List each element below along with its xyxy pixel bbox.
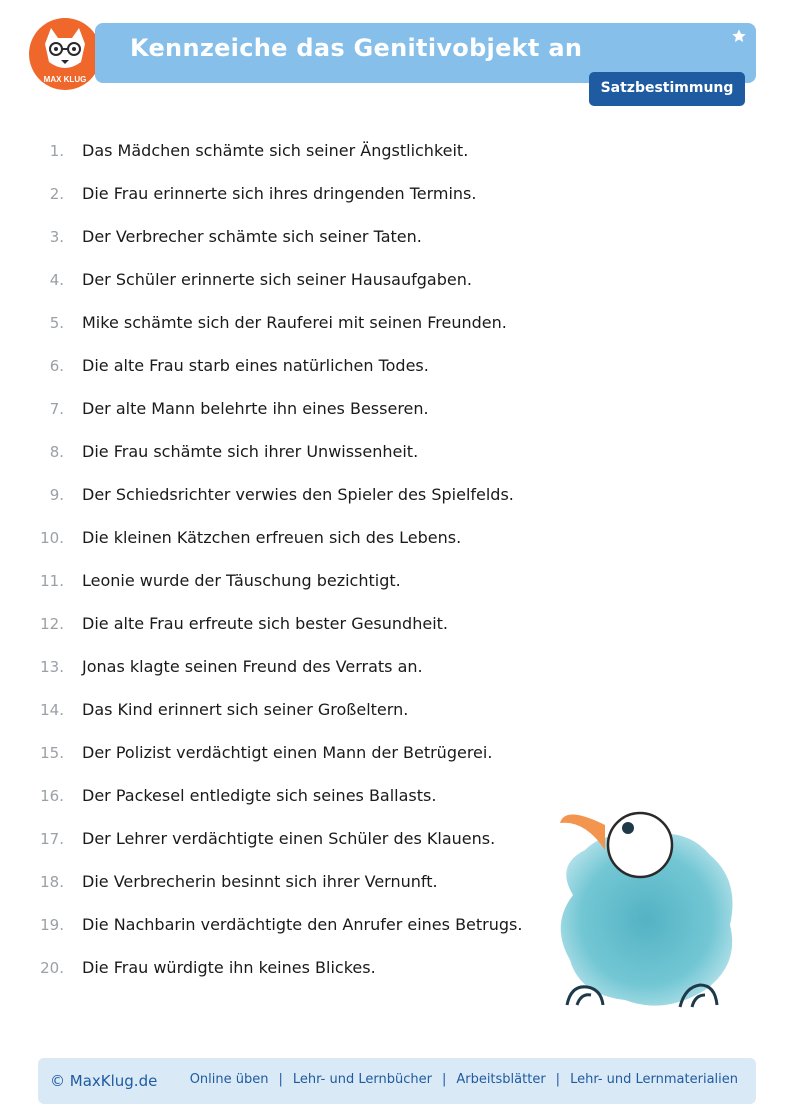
exercise-number: 5. — [49, 314, 64, 332]
footer-link-online-ueben[interactable]: Online üben — [189, 1072, 269, 1087]
exercise-item — [0, 861, 560, 904]
bird-mascot-illustration — [545, 795, 745, 1025]
exercise-sentence: Die alte Frau starb eines natürlichen Todes. — [82, 356, 429, 375]
copyright-link[interactable]: © MaxKlug.de — [50, 1072, 158, 1090]
exercise-item — [0, 345, 560, 388]
exercise-item — [0, 173, 560, 216]
footer-link-lehr-und-lernmaterialien[interactable]: Lehr- und Lernmaterialien — [570, 1072, 738, 1087]
topic-badge[interactable]: Satzbestimmung — [589, 72, 745, 106]
exercise-number: 8. — [49, 443, 64, 461]
exercise-sentence: Der Packesel entledigte sich seines Ballasts. — [82, 786, 437, 805]
exercise-sentence: Die Frau schämte sich ihrer Unwissenheit. — [82, 442, 419, 461]
exercise-item — [0, 560, 560, 603]
exercise-sentence: Das Mädchen schämte sich seiner Ängstlichkeit. — [82, 141, 469, 160]
exercise-item — [0, 818, 560, 861]
exercise-sentence: Mike schämte sich der Rauferei mit seinen Freunden. — [82, 313, 507, 332]
exercise-item — [0, 216, 560, 259]
exercise-number: 18. — [40, 873, 64, 891]
exercise-number: 11. — [40, 572, 64, 590]
exercise-item — [0, 130, 560, 173]
exercise-list — [0, 130, 560, 990]
exercise-number: 14. — [40, 701, 64, 719]
exercise-number: 2. — [49, 185, 64, 203]
exercise-number: 20. — [40, 959, 64, 977]
exercise-number: 7. — [49, 400, 64, 418]
exercise-number: 3. — [49, 228, 64, 246]
exercise-sentence: Der Lehrer verdächtigte einen Schüler des Klauens. — [82, 829, 496, 848]
exercise-number: 15. — [40, 744, 64, 762]
exercise-item — [0, 259, 560, 302]
exercise-item — [0, 947, 560, 990]
exercise-item — [0, 431, 560, 474]
exercise-item — [0, 689, 560, 732]
maxklug-logo[interactable] — [27, 16, 103, 92]
exercise-sentence: Die kleinen Kätzchen erfreuen sich des Lebens. — [82, 528, 462, 547]
exercise-number: 16. — [40, 787, 64, 805]
exercise-number: 9. — [49, 486, 64, 504]
exercise-number: 4. — [49, 271, 64, 289]
footer-link-lehr-und-lernbuecher[interactable]: Lehr- und Lernbücher — [292, 1072, 432, 1087]
logo-text: MAX KLUG — [43, 75, 87, 84]
footer-link-arbeitsblaetter[interactable]: Arbeitsblätter — [456, 1072, 546, 1087]
exercise-item — [0, 732, 560, 775]
exercise-item — [0, 646, 560, 689]
exercise-sentence: Der Schiedsrichter verwies den Spieler des Spielfelds. — [82, 485, 514, 504]
exercise-number: 1. — [49, 142, 64, 160]
exercise-sentence: Die alte Frau erfreute sich bester Gesundheit. — [82, 614, 448, 633]
exercise-item — [0, 603, 560, 646]
footer-links — [190, 1072, 738, 1087]
exercise-number: 12. — [40, 615, 64, 633]
exercise-number: 6. — [49, 357, 64, 375]
footer-separator: | — [555, 1072, 561, 1087]
footer-separator: | — [278, 1072, 283, 1087]
exercise-sentence: Die Frau erinnerte sich ihres dringenden Termins. — [82, 184, 477, 203]
exercise-sentence: Die Frau würdigte ihn keines Blickes. — [82, 958, 376, 977]
exercise-item — [0, 474, 560, 517]
exercise-sentence: Der Verbrecher schämte sich seiner Taten. — [82, 227, 422, 246]
exercise-sentence: Jonas klagte seinen Freund des Verrats an. — [82, 657, 423, 676]
exercise-number: 19. — [40, 916, 64, 934]
exercise-item — [0, 775, 560, 818]
exercise-item — [0, 904, 560, 947]
exercise-number: 10. — [40, 529, 64, 547]
exercise-sentence: Die Verbrecherin besinnt sich ihrer Vernunft. — [82, 872, 438, 891]
exercise-sentence: Die Nachbarin verdächtigte den Anrufer eines Betrugs. — [82, 915, 523, 934]
exercise-sentence: Der Schüler erinnerte sich seiner Hausaufgaben. — [82, 270, 472, 289]
footer — [38, 1058, 756, 1104]
exercise-item — [0, 517, 560, 560]
exercise-sentence: Das Kind erinnert sich seiner Großeltern. — [82, 700, 409, 719]
exercise-number: 13. — [40, 658, 64, 676]
page-title: Kennzeiche das Genitivobjekt an — [130, 34, 583, 62]
star-icon — [731, 28, 747, 44]
exercise-sentence: Der Polizist verdächtigt einen Mann der Betrügerei. — [82, 743, 493, 762]
footer-separator: | — [441, 1072, 447, 1087]
exercise-item — [0, 388, 560, 431]
exercise-sentence: Der alte Mann belehrte ihn eines Besseren. — [82, 399, 429, 418]
exercise-item — [0, 302, 560, 345]
exercise-sentence: Leonie wurde der Täuschung bezichtigt. — [82, 571, 401, 590]
exercise-number: 17. — [40, 830, 64, 848]
